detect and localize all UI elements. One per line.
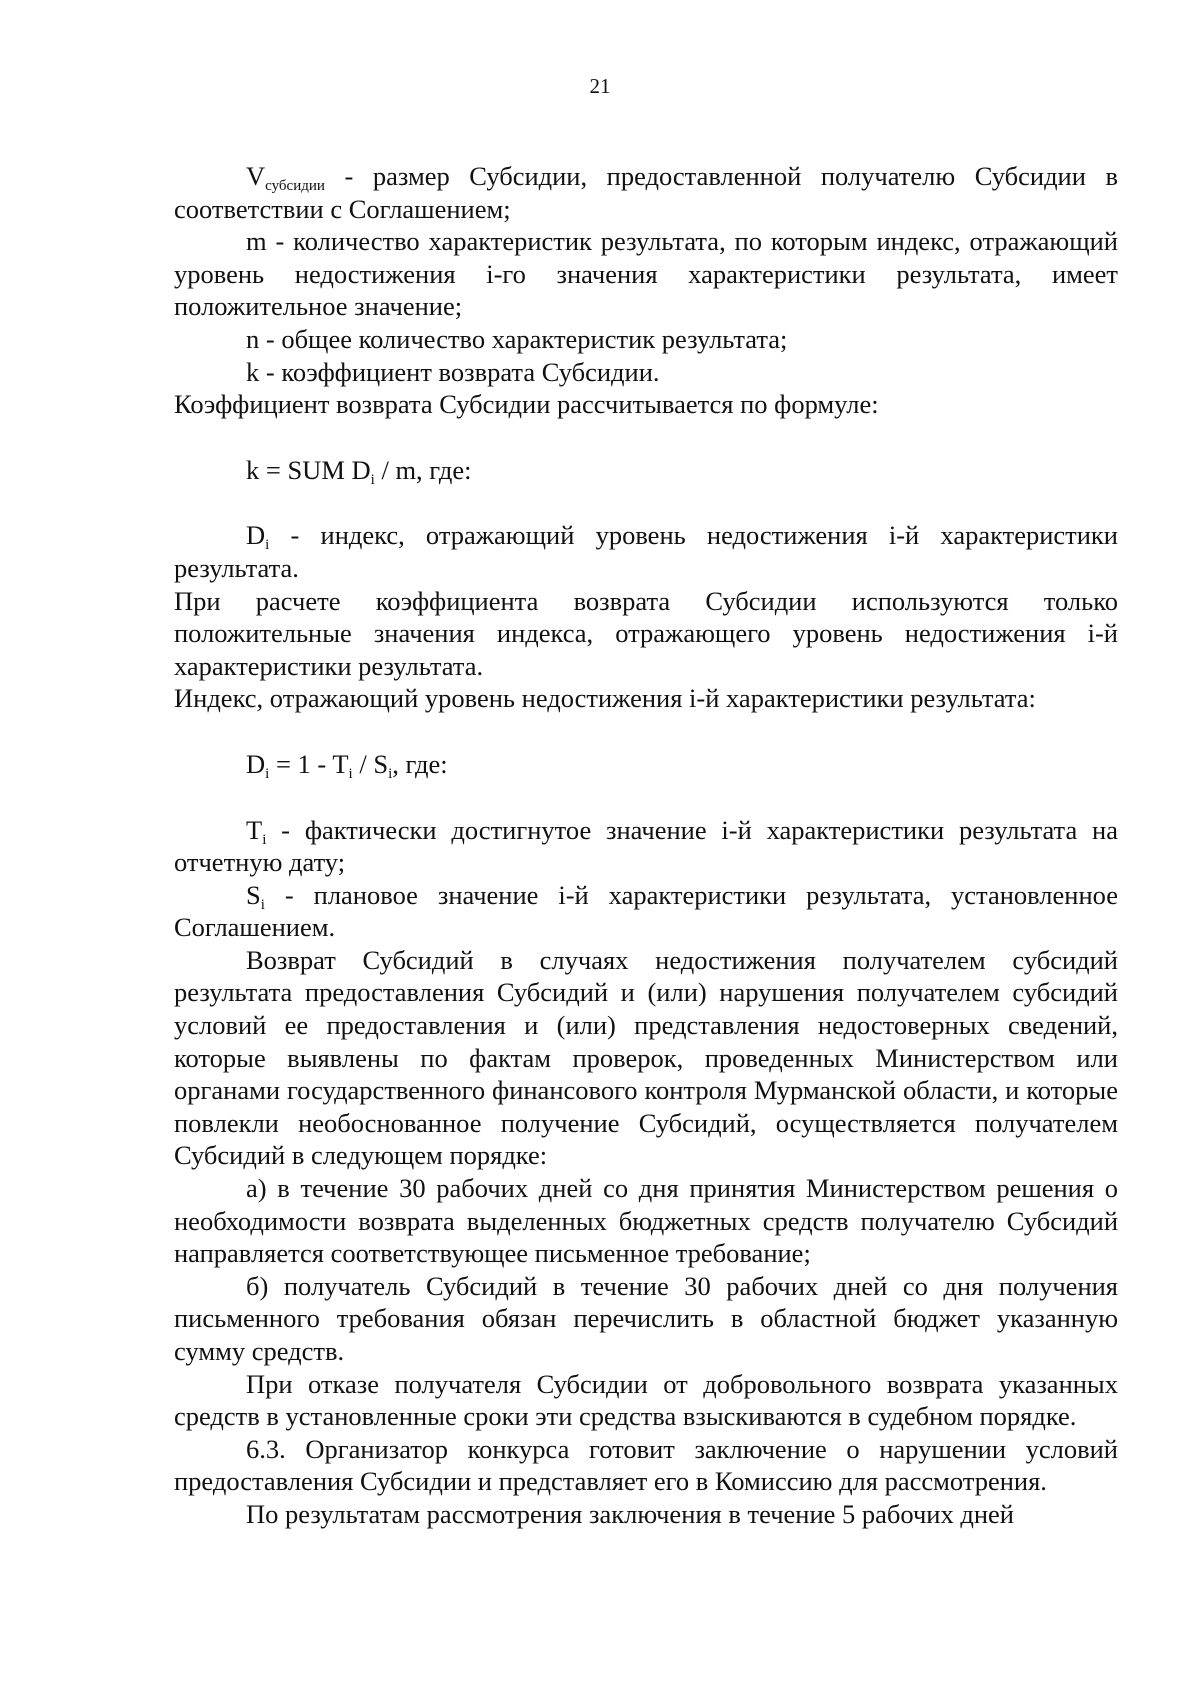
- paragraph-return-procedure: Возврат Субсидий в случаях недостижения получателем субсидий результата предоставления Субсидий и (или) нарушения получателем субсидий условий ее предоставления и (или) представления недостоверных сведений, которые выявлены по фактам проверок, проведенных Министерством или органами государственного финансового контроля Мурманской области, и которые повлекли необоснованное получение Субсидий, осуществляется получателем Субсидий в следующем порядке:: [174, 944, 1118, 1171]
- definition-k: k - коэффициент возврата Субсидии.: [246, 356, 660, 387]
- definition-m: m - количество характеристик результата, по которым индекс, отражающий уровень недостижения i-го значения характеристики результата, имеет положительное значение;: [174, 226, 1118, 322]
- formula-d-mid2: / S: [352, 748, 389, 779]
- symbol-d: D: [246, 520, 266, 551]
- formula-d-sub2: i: [348, 765, 353, 782]
- list-item-b: б) получатель Субсидий в течение 30 рабочих дней со дня получения письменного требования обязан перечислить в областной бюджет указанную сумму средств.: [174, 1270, 1118, 1366]
- document-body: [174, 160, 1118, 1531]
- formula-d-mid1: = 1 - T: [269, 748, 349, 779]
- formula-d-symbol: D: [246, 748, 266, 779]
- calculation-note: При расчете коэффициента возврата Субсидии используются только положительные значения индекса, отражающего уровень недостижения i-й характеристики результата.: [174, 585, 1118, 681]
- formula-d-sub1: i: [265, 765, 270, 782]
- definition-ti: [174, 814, 1118, 879]
- page-number: 21: [589, 74, 611, 98]
- definition-v-text: - размер Субсидии, предоставленной получателю Субсидии в соответствии с Соглашением;: [174, 161, 1118, 224]
- symbol-t: T: [246, 814, 263, 845]
- formula-d-end: , где:: [392, 748, 448, 779]
- paragraph-refusal: При отказе получателя Субсидии от добровольного возврата указанных средств в установленные сроки эти средства взыскиваются в судебном порядке.: [174, 1368, 1118, 1432]
- symbol-v-subscript: субсидии: [265, 178, 325, 194]
- symbol-v: V: [246, 161, 266, 191]
- definition-v-subsidy: [174, 160, 1118, 225]
- symbol-s-subscript: i: [260, 896, 265, 913]
- formula-k-subscript: i: [370, 471, 375, 488]
- index-intro: Индекс, отражающий уровень недостижения i-й характеристики результата:: [174, 683, 1036, 714]
- k-formula-intro: Коэффициент возврата Субсидии рассчитывается по формуле:: [174, 389, 879, 420]
- symbol-s: S: [246, 879, 261, 910]
- symbol-t-subscript: i: [262, 831, 267, 848]
- definition-n: n - общее количество характеристик результата;: [246, 323, 788, 354]
- definition-di-text: - индекс, отражающий уровень недостижения i-й характеристики результата.: [174, 520, 1118, 583]
- definition-di: [174, 519, 1118, 584]
- formula-d-sub3: i: [388, 765, 393, 782]
- definition-si-text: - плановое значение i-й характеристики результата, установленное Соглашением.: [174, 879, 1118, 943]
- definition-ti-text: - фактически достигнутое значение i-й характеристики результата на отчетную дату;: [174, 814, 1118, 878]
- formula-k-part1: k = SUM D: [246, 454, 371, 485]
- formula-k: [174, 454, 1118, 487]
- symbol-d-subscript: i: [265, 537, 270, 554]
- list-item-a: а) в течение 30 рабочих дней со дня принятия Министерством решения о необходимости возврата выделенных бюджетных средств получателю Субсидий направляется соответствующее письменное требование;: [174, 1173, 1118, 1269]
- definition-si: [174, 879, 1118, 944]
- paragraph-6-3: 6.3. Организатор конкурса готовит заключение о нарушении условий предоставления Субсидии и представляет его в Комиссию для рассмотрения.: [174, 1433, 1118, 1497]
- formula-k-part2: / m, где:: [374, 454, 472, 485]
- paragraph-review-result: По результатам рассмотрения заключения в течение 5 рабочих дней: [246, 1498, 1014, 1529]
- formula-d: [174, 748, 1118, 781]
